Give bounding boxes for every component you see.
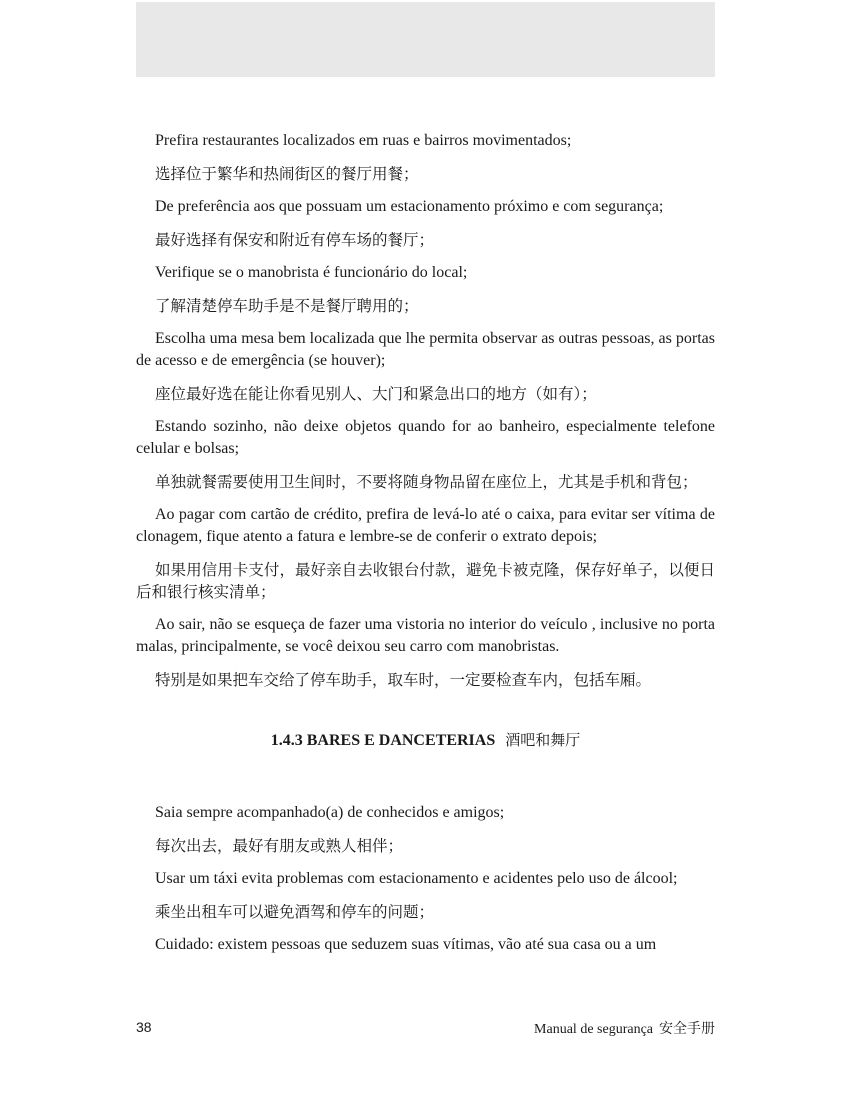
paragraph-pt: Saia sempre acompanhado(a) de conhecidos e amigos; (155, 804, 505, 821)
paragraph-zh: 座位最好选在能让你看见别人、大门和紧急出口的地方（如有）； (155, 385, 597, 403)
section-heading-pt: 1.4.3 BARES E DANCETERIAS (270, 732, 496, 749)
paragraph-zh: 每次出去，最好有朋友或熟人相伴； (155, 837, 404, 855)
paragraph-pt: Ao sair, não se esqueça de fazer uma vistoria no interior do veículo , inclusive no porta malas, principalmente, se você deixou seu carro com manobristas. (136, 616, 715, 655)
paragraph-zh: 选择位于繁华和热闹街区的餐厅用餐； (155, 165, 419, 183)
paragraph-pt: Cuidado: existem pessoas que seduzem suas vítimas, vão até sua casa ou a um (155, 936, 657, 953)
section-heading (136, 729, 715, 752)
paragraph-pt: De preferência aos que possuam um estacionamento próximo e com segurança; (155, 198, 664, 215)
paragraph-zh: 特别是如果把车交给了停车助手，取车时，一定要检查车内，包括车厢。 (155, 671, 652, 689)
paragraph-pt: Prefira restaurantes localizados em ruas e bairros movimentados; (155, 132, 572, 149)
paragraph-zh: 乘坐出租车可以避免酒驾和停车的问题； (155, 903, 435, 921)
paragraph-zh: 单独就餐需要使用卫生间时，不要将随身物品留在座位上，尤其是手机和背包； (155, 473, 698, 491)
footer-title-zh: 安全手册 (659, 1021, 715, 1037)
paragraph-group-restaurants (136, 130, 715, 691)
header-band (136, 2, 715, 77)
section-heading-zh: 酒吧和舞厅 (505, 731, 581, 749)
paragraph-pt: Estando sozinho, não deixe objetos quando for ao banheiro, especialmente telefone celular e bolsas; (136, 418, 715, 457)
paragraph-pt: Escolha uma mesa bem localizada que lhe permita observar as outras pessoas, as portas de acesso e de emergência (se houver); (136, 330, 715, 369)
footer-title-pt: Manual de segurança (534, 1022, 653, 1037)
paragraph-zh: 最好选择有保安和附近有停车场的餐厅； (155, 231, 435, 249)
paragraph-pt: Usar um táxi evita problemas com estacionamento e acidentes pelo uso de álcool; (155, 870, 678, 887)
paragraph-pt: Ao pagar com cartão de crédito, prefira de levá-lo até o caixa, para evitar ser vítima de clonagem, fique atento a fatura e lembre-se de conferir o extrato depois; (136, 506, 715, 545)
paragraph-zh: 如果用信用卡支付，最好亲自去收银台付款，避免卡被克隆，保存好单子，以便日后和银行核实清单； (136, 561, 715, 601)
paragraph-zh: 了解清楚停车助手是不是餐厅聘用的； (155, 297, 419, 315)
page-number: 38 (136, 1019, 152, 1035)
paragraph-pt: Verifique se o manobrista é funcionário do local; (155, 264, 468, 281)
footer-title (534, 1018, 715, 1038)
paragraph-group-bars (136, 802, 715, 956)
page-content (136, 130, 715, 967)
